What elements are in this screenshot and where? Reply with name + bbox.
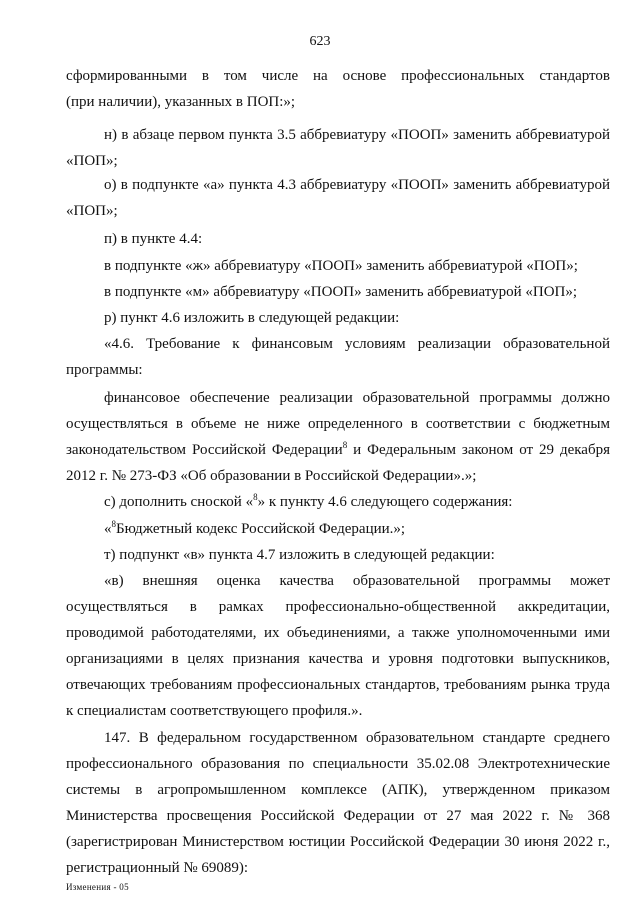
body-line: (при наличии), указанных в ПОП:»;	[66, 94, 296, 110]
footnote-ref: 8	[342, 440, 348, 450]
page-footer: Изменения - 05	[66, 882, 129, 892]
body-line: в подпункте «м» аббревиатуру «ПООП» заменить аббревиатурой «ПОП»;	[104, 284, 578, 300]
page-number: 623	[309, 34, 331, 49]
body-line: проводимой работодателями, их объединениями, а также уполномоченными ими	[66, 625, 610, 641]
body-line: т) подпункт «в» пункта 4.7 изложить в следующей редакции:	[104, 547, 495, 563]
body-line: «ПОП»;	[66, 153, 118, 169]
body-text: законодательством Российской Федерации	[66, 442, 343, 458]
body-line: Министерства просвещения Российской Федерации от 27 мая 2022 г. № 368	[66, 808, 610, 824]
body-line: отвечающих требованиям профессиональных стандартов, требованиям рынка труда	[66, 677, 610, 693]
body-text: Бюджетный кодекс Российской Федерации.»;	[116, 521, 406, 537]
body-line: 2012 г. № 273-ФЗ «Об образовании в Российской Федерации».»;	[66, 468, 477, 484]
body-line: к специалистам соответствующего профиля.».	[66, 703, 363, 719]
body-line	[66, 437, 610, 463]
footnote-ref: 8	[111, 519, 116, 529]
body-text: и Федеральным законом от 29 декабря	[347, 442, 610, 458]
body-line: сформированными в том числе на основе профессиональных стандартов	[66, 68, 610, 84]
body-line: р) пункт 4.6 изложить в следующей редакции:	[104, 310, 400, 326]
body-line: н) в абзаце первом пункта 3.5 аббревиатуру «ПООП» заменить аббревиатурой	[104, 127, 610, 143]
body-line: в подпункте «ж» аббревиатуру «ПООП» заменить аббревиатурой «ПОП»;	[104, 258, 578, 274]
body-line: регистрационный № 69089):	[66, 860, 249, 876]
body-text: » к пункту 4.6 следующего содержания:	[257, 494, 513, 510]
body-line: осуществляться в рамках профессионально-общественной аккредитации,	[66, 599, 610, 615]
body-line: о) в подпункте «а» пункта 4.3 аббревиатуру «ПООП» заменить аббревиатурой	[104, 177, 610, 193]
body-line: осуществляться в объеме не ниже определенного в соответствии с бюджетным	[66, 416, 610, 432]
body-line: финансовое обеспечение реализации образовательной программы должно	[104, 390, 610, 406]
body-line: профессионального образования по специальности 35.02.08 Электротехнические	[66, 756, 610, 772]
body-line: «в) внешняя оценка качества образовательной программы может	[104, 573, 610, 589]
body-line	[66, 489, 610, 515]
body-line: «4.6. Требование к финансовым условиям реализации образовательной	[104, 336, 610, 352]
body-text: с) дополнить сноской «	[104, 494, 254, 510]
body-line: программы:	[66, 362, 143, 378]
body-line: (зарегистрирован Министерством юстиции Российской Федерации 30 июня 2022 г.,	[66, 834, 610, 850]
body-line: «ПОП»;	[66, 203, 118, 219]
body-line	[66, 516, 610, 542]
body-text: «	[104, 521, 112, 537]
body-line: системы в агропромышленном комплексе (АПК), утвержденном приказом	[66, 782, 610, 798]
body-line: п) в пункте 4.4:	[104, 231, 203, 247]
body-line: 147. В федеральном государственном образовательном стандарте среднего	[104, 730, 610, 746]
footnote-ref: 8	[253, 492, 258, 502]
body-line: организациями в целях признания качества и уровня подготовки выпускников,	[66, 651, 610, 667]
